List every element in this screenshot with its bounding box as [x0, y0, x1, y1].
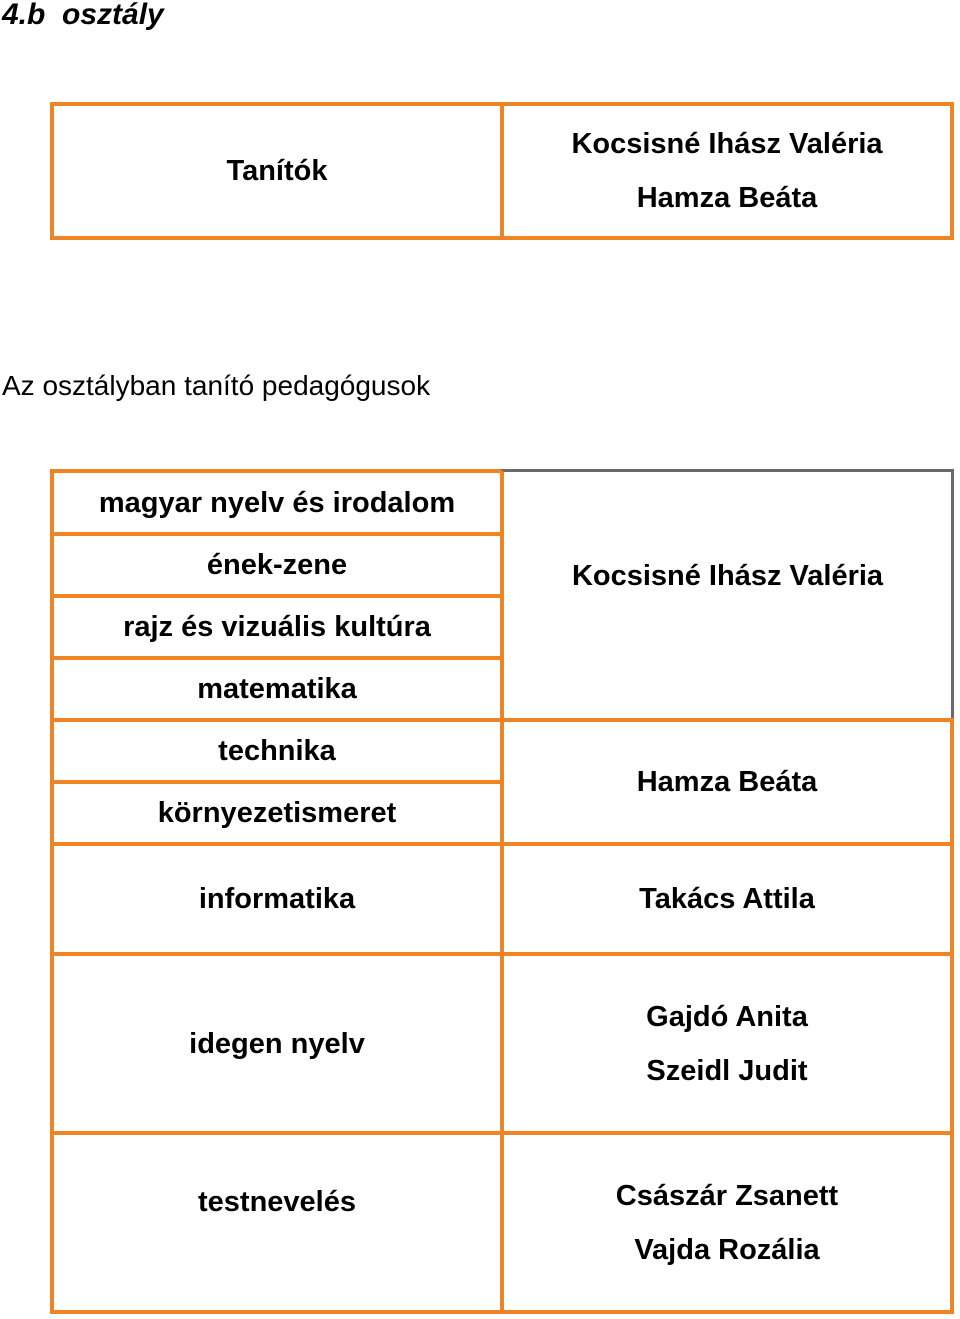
teacher-name: Szeidl Judit: [646, 1054, 808, 1087]
teacher-name: Gajdó Anita: [646, 1000, 808, 1033]
teacher-cell: [500, 718, 954, 846]
teachers-names-cell: [500, 102, 954, 240]
class-title: 4.b osztály: [2, 0, 164, 31]
subject-cell: [50, 780, 504, 846]
teacher-cell: [500, 469, 954, 722]
teacher-name: Takács Attila: [639, 883, 815, 915]
subject-name: idegen nyelv: [189, 1027, 365, 1060]
teacher-cell: [500, 1131, 954, 1314]
teacher-name: Hamza Beáta: [636, 182, 818, 214]
subject-name: technika: [218, 735, 336, 767]
teacher-name: Kocsisné Ihász Valéria: [571, 560, 884, 592]
subject-cell: [50, 842, 504, 956]
teacher-cell: [500, 952, 954, 1135]
subject-name: környezetismeret: [157, 797, 397, 829]
teacher-name: Vajda Rozália: [634, 1233, 820, 1266]
subject-name: ének-zene: [206, 549, 348, 581]
teachers-label-cell: [50, 102, 504, 240]
teacher-name: Hamza Beáta: [636, 766, 818, 798]
subject-cell: [50, 594, 504, 660]
subject-name: magyar nyelv és irodalom: [98, 487, 456, 519]
subject-cell: [50, 532, 504, 598]
subject-cell: [50, 952, 504, 1135]
teacher-name: Kocsisné Ihász Valéria: [571, 128, 883, 160]
teacher-name: Császár Zsanett: [615, 1179, 839, 1212]
section-title: Az osztályban tanító pedagógusok: [2, 370, 431, 401]
subject-name: testnevelés: [198, 1186, 356, 1218]
teachers-label: Tanítók: [226, 155, 328, 187]
subject-name: rajz és vizuális kultúra: [123, 611, 431, 643]
subject-cell: [50, 718, 504, 784]
subject-name: informatika: [198, 883, 356, 915]
subject-name: matematika: [197, 673, 357, 705]
teacher-cell: [500, 842, 954, 956]
subject-cell: [50, 656, 504, 722]
subject-cell: [50, 469, 504, 536]
subject-cell: [50, 1131, 504, 1314]
